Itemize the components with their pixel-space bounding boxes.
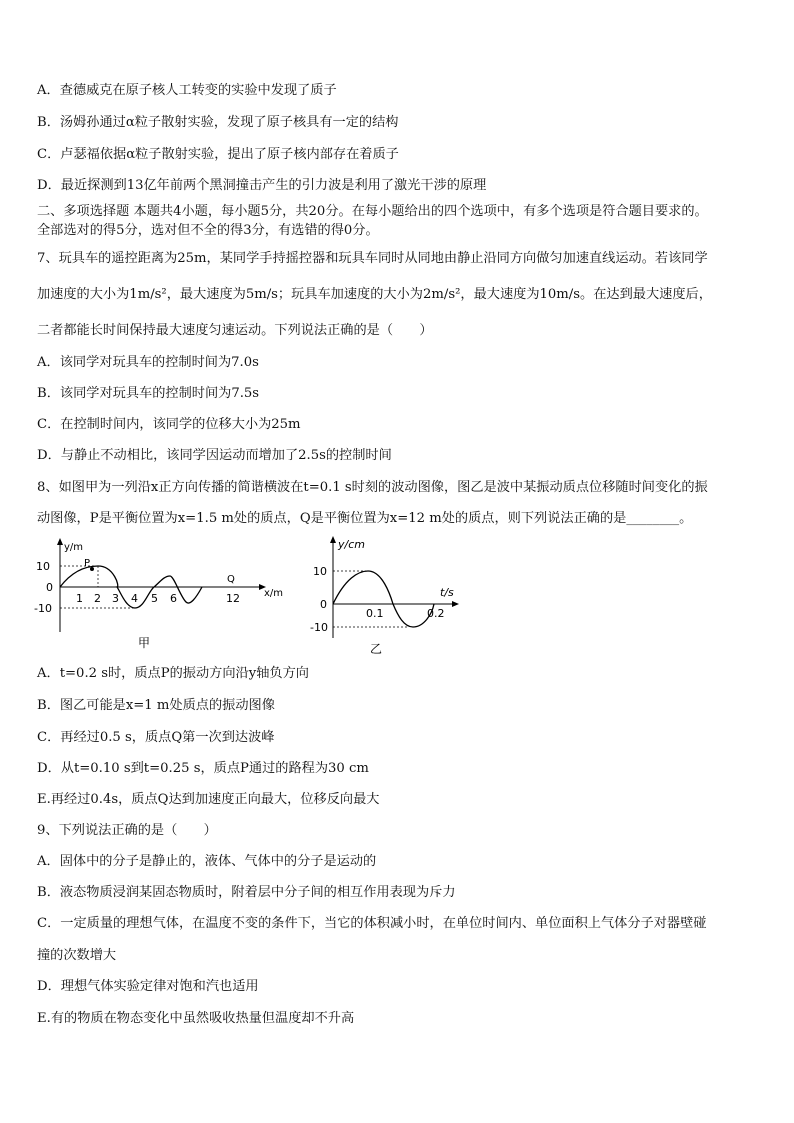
jia-xtick-4: 4: [131, 592, 138, 605]
q6-option-c: C．卢瑟福依据α粒子散射实验，提出了原子核内部存在着质子: [37, 147, 399, 162]
q8-option-d: D．从t=0.10 s到t=0.25 s，质点P通过的路程为30 cm: [37, 761, 369, 776]
yi-y-axis-arrow: [330, 536, 336, 543]
yi-y-label: y/cm: [338, 538, 365, 551]
jia-xtick-1: 1: [76, 592, 83, 605]
yi-x-axis-arrow: [452, 601, 459, 607]
q7-stem-line3: 二者都能长时间保持最大速度匀速运动。下列说法正确的是（ ）: [37, 323, 433, 338]
jia-label-p: P: [84, 558, 91, 569]
wave-graph-jia: [30, 536, 290, 654]
q8-stem-line2: 动图像，P是平衡位置为x=1.5 m处的质点，Q是平衡位置为x=12 m处的质点，则下列说法正确的是________。: [37, 511, 693, 526]
q8-option-e: E.再经过0.4s，质点Q达到加速度正向最大，位移反向最大: [37, 792, 380, 807]
yi-ytick-neg10: -10: [310, 621, 328, 634]
yi-ytick-0: 0: [320, 598, 327, 611]
yi-xtick-01: 0.1: [366, 607, 384, 620]
q8-option-a: A．t=0.2 s时，质点P的振动方向沿y轴负方向: [37, 666, 309, 681]
q9-option-c-line1: C．一定质量的理想气体，在温度不变的条件下，当它的体积减小时，在单位时间内、单位面积上气体分子对器壁碰: [37, 916, 707, 931]
q7-option-b: B．该同学对玩具车的控制时间为7.5s: [37, 386, 260, 401]
q9-option-e: E.有的物质在物态变化中虽然吸收热量但温度却不升高: [37, 1011, 355, 1026]
yi-ytick-10: 10: [313, 565, 327, 578]
jia-xtick-6: 6: [170, 592, 177, 605]
jia-ytick-10: 10: [36, 560, 50, 573]
yi-xtick-02: 0.2: [427, 607, 445, 620]
q8-option-c: C．再经过0.5 s，质点Q第一次到达波峰: [37, 730, 275, 745]
q9-stem: 9、下列说法正确的是（ ）: [37, 823, 217, 838]
q7-stem-line1: 7、玩具车的遥控距离为25m，某同学手持摇控器和玩具车同时从同地由静止沿同方向做匀加速直线运动。若该同学: [37, 251, 708, 266]
q9-option-a: A．固体中的分子是静止的，液体、气体中的分子是运动的: [37, 854, 377, 869]
jia-y-label: y/m: [64, 542, 84, 553]
jia-xtick-5: 5: [151, 592, 158, 605]
jia-ytick-0: 0: [46, 581, 53, 594]
jia-xtick-2: 2: [94, 592, 101, 605]
q6-option-b: B．汤姆孙通过α粒子散射实验，发现了原子核具有一定的结构: [37, 115, 399, 130]
q9-option-b: B．液态物质浸润某固态物质时，附着层中分子间的相互作用表现为斥力: [37, 885, 456, 900]
yi-caption: 乙: [370, 642, 383, 656]
q7-option-d: D．与静止不动相比，该同学因运动而增加了2.5s的控制时间: [37, 448, 392, 463]
q6-option-a: A．查德威克在原子核人工转变的实验中发现了质子: [37, 83, 337, 98]
jia-y-axis-arrow: [57, 538, 63, 545]
jia-caption: 甲: [138, 636, 151, 650]
vibration-graph-yi: [300, 534, 470, 658]
q8-option-b: B．图乙可能是x=1 m处质点的振动图像: [37, 698, 275, 713]
jia-label-q: Q: [227, 574, 235, 585]
section2-line2: 全部选对的得5分，选对但不全的得3分，有选错的得0分。: [37, 223, 379, 238]
q7-stem-line2: 加速度的大小为1m/s²，最大速度为5m/s；玩具车加速度的大小为2m/s²，最大速度为10m/s。在达到最大速度后，: [37, 287, 712, 302]
jia-point-p: [90, 567, 94, 571]
jia-xtick-3: 3: [112, 592, 119, 605]
q7-option-c: C．在控制时间内，该同学的位移大小为25m: [37, 417, 301, 432]
yi-vibration-curve: [333, 571, 434, 627]
q9-option-c-line2: 撞的次数增大: [37, 948, 117, 963]
q7-option-a: A．该同学对玩具车的控制时间为7.0s: [37, 355, 259, 370]
q8-stem-line1: 8、如图甲为一列沿x正方向传播的简谐横波在t=0.1 s时刻的波动图像，图乙是波中某振动质点位移随时间变化的振: [37, 480, 708, 495]
section2-line1: 二、多项选择题 本题共4小题，每小题5分，共20分。在每小题给出的四个选项中，有多个选项是符合题目要求的。: [37, 204, 708, 219]
q9-option-d: D．理想气体实验定律对饱和汽也适用: [37, 979, 259, 994]
jia-x-label: x/m: [264, 588, 284, 599]
jia-ytick-neg10: -10: [34, 602, 52, 615]
yi-x-label: t/s: [440, 586, 454, 599]
q6-option-d: D．最近探测到13亿年前两个黑洞撞击产生的引力波是利用了激光干涉的原理: [37, 178, 487, 193]
jia-xtick-12: 12: [226, 592, 240, 605]
